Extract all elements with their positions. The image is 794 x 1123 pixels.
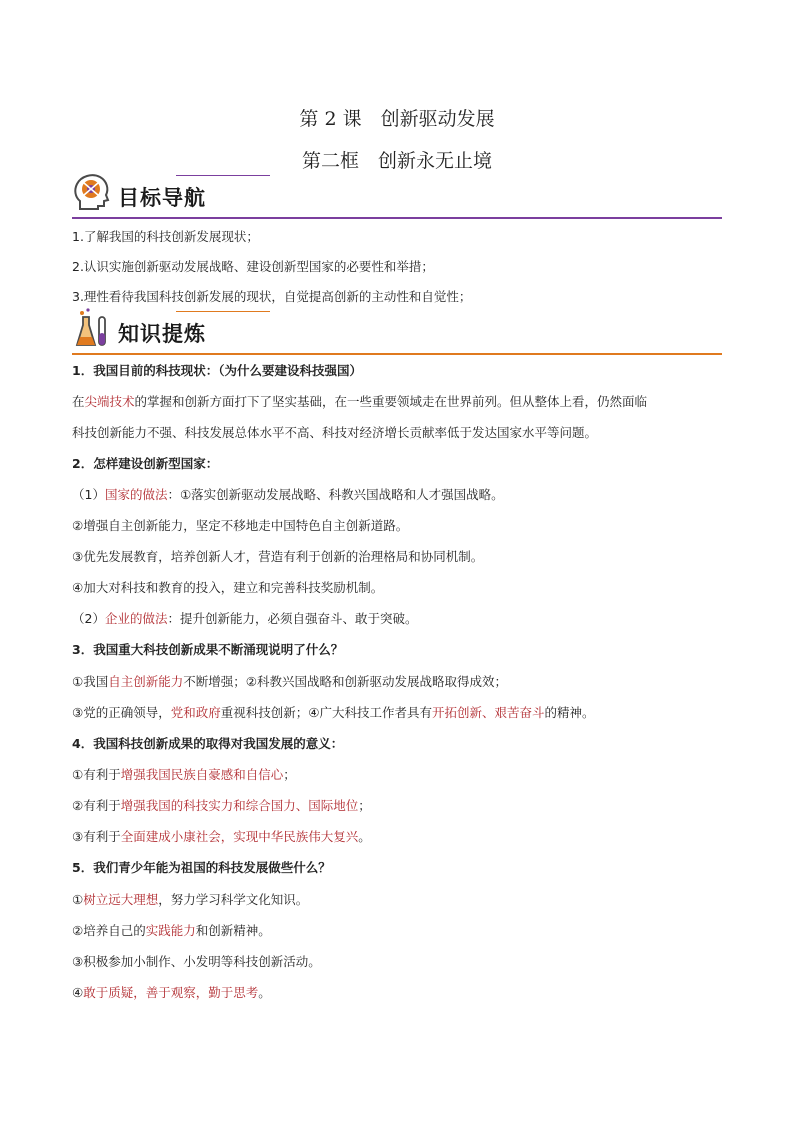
k3-text: 、 bbox=[481, 705, 495, 720]
knowledge-section-header bbox=[72, 307, 722, 355]
k3-item-b bbox=[72, 704, 732, 722]
k2-item-2: ②增强自主创新能力，坚定不移地走中国特色自主创新道路。 bbox=[72, 518, 409, 533]
k2-enterprise-approach bbox=[72, 610, 732, 628]
goal-header-underline bbox=[72, 217, 722, 219]
k4-item-a bbox=[72, 766, 732, 784]
k4-item-c bbox=[72, 828, 732, 846]
header-top-line bbox=[176, 175, 270, 176]
k4-highlight: 全面建成小康社会，实现中华民族伟大复兴 bbox=[120, 829, 359, 844]
k1-highlight: 尖端技术 bbox=[84, 394, 135, 409]
k2-text: ：①落实创新驱动发展战略、科教兴国战略和人才强国战略。 bbox=[167, 487, 504, 502]
k5-text: 。 bbox=[258, 985, 271, 1000]
k3-text: 的精神。 bbox=[544, 705, 595, 720]
k1-text: 的掌握和创新方面打下了坚实基础，在一些重要领域走在世界前列。但从整体上看，仍然面临 bbox=[134, 394, 648, 409]
k1-heading: 1．我国目前的科技现状：（为什么要建设科技强国） bbox=[72, 363, 362, 378]
k1-paragraph-line1 bbox=[72, 393, 732, 411]
k5-item-d bbox=[72, 984, 732, 1002]
knowledge-header-underline bbox=[72, 353, 722, 355]
k3-text: 重视科技创新；④广大科技工作者具有 bbox=[220, 705, 432, 720]
k3-highlight: 开拓创新 bbox=[431, 705, 482, 720]
k5-highlight: 树立远大理想 bbox=[83, 892, 159, 907]
k5-item-a bbox=[72, 891, 732, 909]
k4-heading: 4．我国科技创新成果的取得对我国发展的意义： bbox=[72, 736, 344, 751]
k3-highlight: 党和政府 bbox=[170, 705, 221, 720]
k3-text: 不断增强；②科教兴国战略和创新驱动发展战略取得成效； bbox=[183, 674, 507, 689]
k2-text: （1） bbox=[72, 487, 105, 502]
k4-highlight: 增强我国的科技实力和综合国力、国际地位 bbox=[120, 798, 359, 813]
k5-item-c: ③积极参加小制作、小发明等科技创新活动。 bbox=[72, 954, 321, 969]
k2-item-3: ③优先发展教育，培养创新人才，营造有利于创新的治理格局和协同机制。 bbox=[72, 549, 484, 564]
knowledge-header-label: 知识提炼 bbox=[118, 322, 206, 346]
k2-highlight: 国家的做法 bbox=[104, 487, 168, 502]
header-top-line bbox=[176, 311, 270, 312]
k5-item-b bbox=[72, 922, 732, 940]
section-title: 第二框 创新永无止境 bbox=[301, 150, 492, 172]
k3-text: ③党的正确领导， bbox=[72, 705, 171, 720]
k4-text: 。 bbox=[358, 829, 371, 844]
k4-text: ②有利于 bbox=[72, 798, 121, 813]
k4-highlight: 增强我国民族自豪感和自信心 bbox=[120, 767, 284, 782]
k5-highlight: 敢于质疑，善于观察，勤于思考 bbox=[83, 985, 259, 1000]
k2-text: （2） bbox=[72, 611, 105, 626]
k4-text: ③有利于 bbox=[72, 829, 121, 844]
k2-text: ：提升创新能力，必须自强奋斗、敢于突破。 bbox=[167, 611, 418, 626]
k5-text: 和创新精神。 bbox=[195, 923, 271, 938]
k5-highlight: 实践能力 bbox=[145, 923, 196, 938]
k5-text: ②培养自己的 bbox=[72, 923, 146, 938]
lesson-title: 第 2 课 创新驱动发展 bbox=[299, 108, 495, 130]
lab-flask-icon bbox=[72, 307, 112, 349]
k5-text: ，努力学习科学文化知识。 bbox=[158, 892, 309, 907]
k2-national-approach bbox=[72, 486, 732, 504]
k4-text: ； bbox=[358, 798, 371, 813]
k5-text: ④ bbox=[72, 985, 84, 1000]
goal-item-2: 2.认识实施创新驱动发展战略、建设创新型国家的必要性和举措； bbox=[72, 259, 434, 274]
k5-heading: 5．我们青少年能为祖国的科技发展做些什么？ bbox=[72, 860, 331, 875]
k2-highlight: 企业的做法 bbox=[104, 611, 168, 626]
k3-highlight: 自主创新能力 bbox=[108, 674, 184, 689]
k4-item-b bbox=[72, 797, 732, 815]
k2-heading: 2．怎样建设创新型国家： bbox=[72, 456, 219, 471]
k5-text: ① bbox=[72, 892, 84, 907]
k3-text: ①我国 bbox=[72, 674, 109, 689]
k3-item-a bbox=[72, 673, 732, 691]
k4-text: ①有利于 bbox=[72, 767, 121, 782]
goal-section-header bbox=[72, 171, 722, 219]
head-gear-icon bbox=[72, 171, 112, 213]
k3-heading: 3．我国重大科技创新成果不断涌现说明了什么？ bbox=[72, 642, 344, 657]
goal-item-3: 3.理性看待我国科技创新发展的现状，自觉提高创新的主动性和自觉性； bbox=[72, 289, 472, 304]
k1-paragraph-line2: 科技创新能力不强、科技发展总体水平不高、科技对经济增长贡献率低于发达国家水平等问题。 bbox=[72, 425, 598, 440]
goal-item-1: 1.了解我国的科技创新发展现状； bbox=[72, 229, 259, 244]
goal-header-label: 目标导航 bbox=[118, 186, 206, 210]
k2-item-4: ④加大对科技和教育的投入，建立和完善科技奖励机制。 bbox=[72, 580, 384, 595]
k4-text: ； bbox=[283, 767, 296, 782]
k1-text: 在 bbox=[72, 394, 85, 409]
k3-highlight: 艰苦奋斗 bbox=[494, 705, 545, 720]
